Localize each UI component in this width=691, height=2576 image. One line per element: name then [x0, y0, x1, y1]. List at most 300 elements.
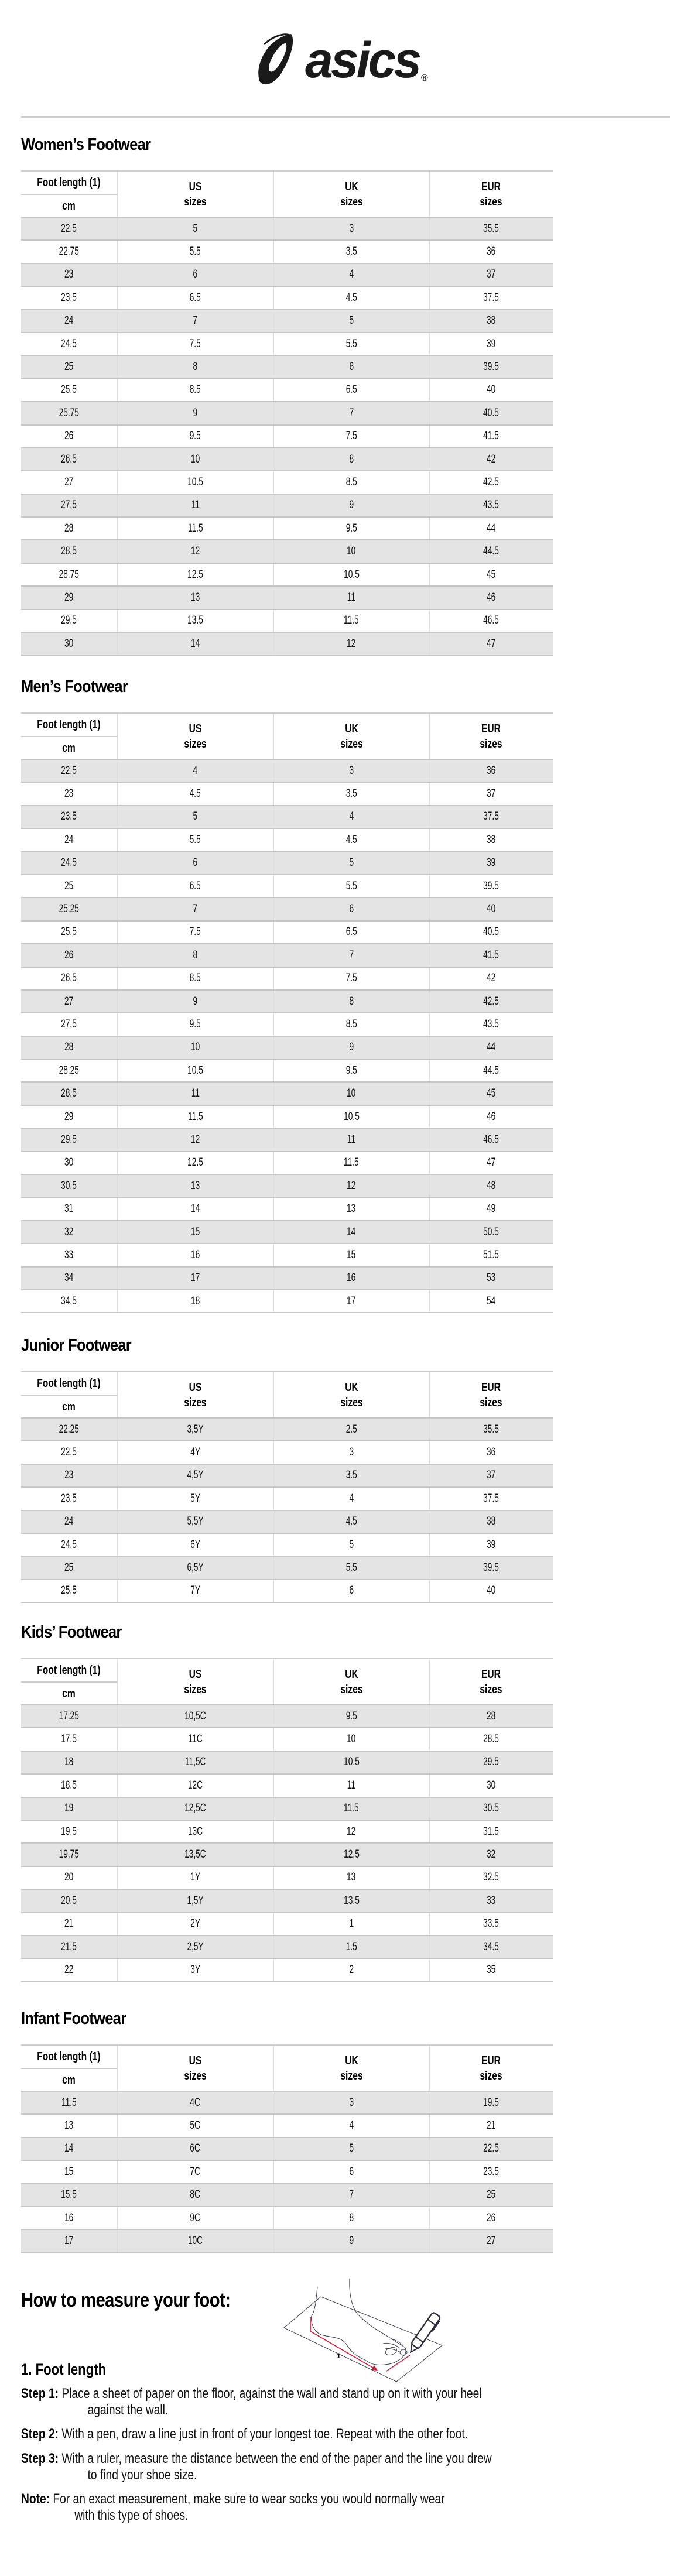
cell-us: [117, 990, 273, 1013]
cell-uk: [273, 1221, 429, 1244]
cell-eur: [429, 1197, 553, 1220]
cell-cm-value: 19: [64, 1802, 74, 1815]
cell-eur: [429, 1797, 553, 1820]
cell-cm-value: 30: [64, 1156, 74, 1169]
cell-eur-value: 25: [487, 2188, 496, 2201]
table-row: [21, 540, 553, 563]
cell-us: [117, 2114, 273, 2137]
cell-uk-value: 5.5: [346, 337, 357, 350]
cell-cm: [21, 2229, 117, 2252]
header-cm: [21, 1682, 117, 1705]
cell-us: [117, 263, 273, 286]
cell-eur: [429, 1036, 553, 1059]
cell-us: [117, 2184, 273, 2207]
cell-us-value: 8: [193, 361, 198, 374]
cell-us-value: 5C: [190, 2119, 201, 2132]
cell-uk: [273, 1290, 429, 1313]
cell-cm-value: 17.25: [59, 1710, 79, 1722]
cell-eur: [429, 1728, 553, 1751]
cell-eur: [429, 2207, 553, 2229]
cell-uk-value: 7: [349, 406, 354, 419]
cell-cm-value: 15.5: [61, 2188, 77, 2201]
cell-us-value: 5.5: [189, 833, 201, 846]
cell-eur: [429, 1866, 553, 1889]
cell-eur: [429, 448, 553, 471]
cell-us-value: 4: [193, 764, 198, 777]
cell-cm-value: 25.25: [59, 903, 79, 916]
header-uk: [273, 713, 429, 759]
cell-cm: [21, 1556, 117, 1579]
table-row: [21, 1013, 553, 1036]
cell-eur-value: 28.5: [483, 1733, 500, 1746]
cell-cm-value: 28.5: [61, 545, 77, 558]
cell-cm: [21, 2160, 117, 2183]
cell-eur: [429, 875, 553, 898]
cell-eur: [429, 1510, 553, 1533]
header-eur-sizes: sizes: [480, 2069, 502, 2082]
table-row: [21, 2229, 553, 2252]
cell-cm-value: 25: [64, 879, 74, 892]
cell-uk-value: 1.5: [346, 1940, 357, 1953]
cell-eur: [429, 471, 553, 494]
cell-uk: [273, 1936, 429, 1958]
cell-cm-value: 29: [64, 591, 74, 604]
cell-us-value: 10: [190, 1041, 200, 1054]
cell-uk: [273, 563, 429, 586]
cell-cm: [21, 563, 117, 586]
cell-eur-value: 23.5: [483, 2165, 500, 2178]
cell-eur-value: 37: [487, 268, 496, 281]
cell-cm: [21, 828, 117, 851]
cell-us: [117, 310, 273, 333]
cell-us-value: 12C: [187, 1779, 203, 1791]
cell-us: [117, 2229, 273, 2252]
cell-uk: [273, 1580, 429, 1602]
cell-cm: [21, 494, 117, 517]
cell-eur-value: 45: [487, 568, 496, 581]
cell-cm: [21, 1958, 117, 1981]
cell-us: [117, 217, 273, 240]
cell-eur-value: 39: [487, 337, 496, 350]
cell-cm: [21, 586, 117, 609]
cell-cm: [21, 1705, 117, 1728]
table-row: [21, 425, 553, 448]
cell-uk-value: 3: [349, 764, 354, 777]
cell-uk-value: 7: [349, 2188, 354, 2201]
cell-us: [117, 333, 273, 355]
cell-us-value: 10: [190, 453, 200, 465]
registered-mark: ®: [421, 73, 428, 83]
cell-cm-value: 25.5: [61, 926, 77, 938]
cell-uk-value: 12: [347, 1179, 356, 1192]
cell-eur: [429, 1244, 553, 1266]
cell-cm: [21, 759, 117, 782]
cell-uk: [273, 1751, 429, 1774]
cell-us: [117, 1082, 273, 1105]
cell-eur: [429, 217, 553, 240]
cell-eur-value: 45: [487, 1087, 496, 1100]
table-row: [21, 806, 553, 828]
cell-us: [117, 609, 273, 632]
cell-cm: [21, 852, 117, 875]
cell-uk: [273, 2160, 429, 2183]
cell-eur: [429, 1820, 553, 1843]
cell-eur: [429, 263, 553, 286]
header-uk-sizes: sizes: [340, 2069, 363, 2082]
header-us-sizes: sizes: [184, 2069, 207, 2082]
header-eur-label: EUR: [481, 1381, 501, 1394]
cell-us-value: 13,5C: [184, 1848, 206, 1861]
cell-uk-value: 10.5: [343, 1756, 360, 1769]
cell-eur-value: 39.5: [483, 1561, 500, 1574]
cell-uk: [273, 828, 429, 851]
header-foot-length-label: Foot length (1): [37, 718, 101, 731]
cell-eur-value: 41.5: [483, 948, 500, 961]
cell-cm-value: 33: [64, 1248, 74, 1261]
table-row: [21, 494, 553, 517]
cell-eur: [429, 1441, 553, 1464]
size-table-kids: [21, 1658, 553, 1982]
cell-eur-value: 26: [487, 2211, 496, 2224]
table-row: [21, 921, 553, 944]
cell-cm: [21, 217, 117, 240]
cell-cm-value: 23: [64, 787, 74, 800]
cell-eur-value: 32.5: [483, 1871, 500, 1884]
cell-eur: [429, 806, 553, 828]
header-foot-length-label: Foot length (1): [37, 1664, 101, 1677]
cell-us-value: 8.5: [189, 383, 201, 396]
cell-uk-value: 10: [347, 1087, 356, 1100]
table-row: [21, 1105, 553, 1128]
cell-eur: [429, 967, 553, 990]
table-row: [21, 609, 553, 632]
cell-us: [117, 1152, 273, 1174]
cell-uk: [273, 1889, 429, 1912]
cell-us: [117, 471, 273, 494]
cell-eur-value: 38: [487, 833, 496, 846]
cell-cm-value: 29: [64, 1110, 74, 1123]
cell-cm: [21, 990, 117, 1013]
cell-uk-value: 9.5: [346, 1064, 357, 1077]
cell-us-value: 7.5: [189, 337, 201, 350]
table-row: [21, 828, 553, 851]
cell-cm: [21, 967, 117, 990]
cell-us-value: 6: [193, 857, 198, 869]
cell-eur: [429, 1267, 553, 1290]
cell-cm-value: 16: [64, 2211, 74, 2224]
header-us: [117, 171, 273, 217]
note-text: For an exact measurement, make sure to wear socks you would normally wear: [53, 2491, 445, 2507]
cell-uk: [273, 2207, 429, 2229]
cell-cm-value: 28.75: [59, 568, 79, 581]
table-row: [21, 1290, 553, 1313]
cell-uk-value: 1: [349, 1917, 354, 1930]
step-label: Step 1:: [21, 2386, 59, 2402]
cell-uk: [273, 2184, 429, 2207]
cell-cm: [21, 1441, 117, 1464]
cell-eur: [429, 898, 553, 920]
cell-uk: [273, 1197, 429, 1220]
cell-cm: [21, 448, 117, 471]
cell-uk: [273, 1556, 429, 1579]
cell-uk: [273, 379, 429, 402]
cell-eur: [429, 402, 553, 424]
cell-us: [117, 967, 273, 990]
step-1: [21, 2386, 668, 2419]
section-title: Infant Footwear: [21, 2009, 126, 2028]
cell-us: [117, 898, 273, 920]
cell-us-value: 10.5: [187, 1064, 203, 1077]
cell-uk-value: 3: [349, 2096, 354, 2109]
cell-cm-value: 24.5: [61, 337, 77, 350]
cell-uk: [273, 1533, 429, 1556]
header-eur-sizes: sizes: [480, 1683, 502, 1696]
cell-cm: [21, 898, 117, 920]
header-eur: [429, 2045, 553, 2091]
cell-eur: [429, 990, 553, 1013]
header-eur: [429, 713, 553, 759]
cell-eur-value: 44: [487, 1041, 496, 1054]
cell-us: [117, 1487, 273, 1510]
header-us: [117, 2045, 273, 2091]
step-text: Place a sheet of paper on the floor, against the wall and stand up on it with your heel: [61, 2386, 482, 2402]
cell-uk-value: 6: [349, 1584, 354, 1597]
table-row: [21, 759, 553, 782]
cell-us-value: 1,5Y: [187, 1894, 204, 1907]
cell-uk-value: 3: [349, 222, 354, 235]
cell-uk: [273, 1267, 429, 1290]
cell-uk-value: 6: [349, 903, 354, 916]
cell-us-value: 14: [190, 637, 200, 650]
cell-us-value: 6: [193, 268, 198, 281]
cell-uk-value: 9.5: [346, 1710, 357, 1722]
table-row: [21, 448, 553, 471]
cell-us-value: 9C: [190, 2211, 201, 2224]
cell-uk: [273, 609, 429, 632]
cell-us: [117, 1267, 273, 1290]
cell-uk: [273, 217, 429, 240]
cell-uk-value: 8: [349, 453, 354, 465]
table-row: [21, 310, 553, 333]
cell-cm-value: 17: [64, 2235, 74, 2248]
cell-cm: [21, 471, 117, 494]
cell-eur-value: 27: [487, 2235, 496, 2248]
cell-uk-value: 11.5: [344, 1802, 359, 1815]
cell-uk: [273, 1913, 429, 1936]
cell-us-value: 2,5Y: [187, 1940, 204, 1953]
table-row: [21, 1244, 553, 1266]
cell-us: [117, 402, 273, 424]
cell-eur-value: 39.5: [483, 879, 500, 892]
cell-us: [117, 1059, 273, 1082]
header-uk: [273, 1372, 429, 1418]
cell-cm-value: 13: [64, 2119, 74, 2132]
cell-us-value: 9: [193, 995, 198, 1008]
table-row: [21, 1418, 553, 1441]
cell-us: [117, 1580, 273, 1602]
header-eur-label: EUR: [481, 722, 501, 735]
cell-us-value: 6.5: [189, 879, 201, 892]
cell-eur-value: 37.5: [483, 1492, 500, 1505]
cell-us-value: 3,5Y: [187, 1423, 204, 1436]
cell-uk-value: 2: [349, 1963, 354, 1976]
cell-cm: [21, 632, 117, 655]
cell-cm: [21, 1197, 117, 1220]
cell-us: [117, 1244, 273, 1266]
cell-cm-value: 32: [64, 1225, 74, 1238]
cell-cm-value: 21: [64, 1917, 74, 1930]
cell-uk: [273, 2091, 429, 2114]
cell-cm: [21, 540, 117, 563]
table-row: [21, 1958, 553, 1981]
header-eur-sizes: sizes: [480, 737, 502, 751]
cell-uk: [273, 1013, 429, 1036]
header-uk-label: UK: [344, 722, 358, 735]
cell-cm-value: 23: [64, 268, 74, 281]
header-foot-length-label: Foot length (1): [37, 1377, 101, 1390]
cell-cm: [21, 1267, 117, 1290]
table-row: [21, 1441, 553, 1464]
cell-eur: [429, 609, 553, 632]
cell-cm-value: 24: [64, 1515, 74, 1528]
cell-us-value: 7: [193, 903, 198, 916]
cell-eur-value: 46.5: [483, 614, 500, 627]
cell-cm: [21, 782, 117, 805]
cell-cm: [21, 1464, 117, 1487]
cell-uk-value: 4: [349, 268, 354, 281]
table-row: [21, 990, 553, 1013]
header-uk: [273, 171, 429, 217]
table-row: [21, 1533, 553, 1556]
cell-uk-value: 4: [349, 2119, 354, 2132]
cell-eur: [429, 759, 553, 782]
cell-eur-value: 39: [487, 1538, 496, 1551]
cell-cm-value: 24.5: [61, 1538, 77, 1551]
cell-uk: [273, 782, 429, 805]
cell-uk-value: 9.5: [346, 522, 357, 535]
header-us: [117, 1659, 273, 1705]
cell-cm-value: 31: [64, 1203, 74, 1215]
cell-uk-value: 15: [347, 1248, 356, 1261]
cell-us-value: 11,5C: [184, 1756, 206, 1769]
cell-cm-value: 11.5: [61, 2096, 77, 2109]
cell-eur: [429, 1751, 553, 1774]
cell-uk-value: 12: [347, 637, 356, 650]
step-text-continued: to find your shoe size.: [87, 2467, 197, 2483]
cell-eur-value: 49: [487, 1203, 496, 1215]
cell-eur-value: 19.5: [483, 2096, 500, 2109]
cell-cm-value: 26.5: [61, 453, 77, 465]
cell-eur: [429, 563, 553, 586]
cell-cm: [21, 2137, 117, 2160]
cell-uk: [273, 586, 429, 609]
table-row: [21, 1936, 553, 1958]
cell-cm-value: 23.5: [61, 810, 77, 823]
cell-uk: [273, 1866, 429, 1889]
cell-eur-value: 42.5: [483, 475, 500, 488]
cell-eur: [429, 1013, 553, 1036]
cell-uk: [273, 1958, 429, 1981]
cell-cm-value: 29.5: [61, 614, 77, 627]
table-row: [21, 898, 553, 920]
header-us: [117, 1372, 273, 1418]
cell-eur-value: 30: [487, 1779, 496, 1791]
cell-uk: [273, 806, 429, 828]
illustration-label: 1: [337, 2352, 341, 2360]
cell-uk-value: 11: [347, 1133, 356, 1146]
cell-us-value: 11.5: [187, 1110, 203, 1123]
asics-logo: [0, 29, 691, 88]
cell-uk-value: 5.5: [346, 879, 357, 892]
step-text: With a pen, draw a line just in front of your longest toe. Repeat with the other foot.: [61, 2426, 468, 2442]
cell-uk: [273, 759, 429, 782]
table-row: [21, 967, 553, 990]
cell-eur: [429, 632, 553, 655]
cell-us: [117, 494, 273, 517]
header-uk: [273, 1659, 429, 1705]
cell-uk: [273, 402, 429, 424]
cell-uk: [273, 1774, 429, 1797]
cell-cm-value: 26: [64, 430, 74, 443]
cell-uk: [273, 1418, 429, 1441]
cell-cm: [21, 609, 117, 632]
header-foot-length: [21, 171, 117, 194]
cell-eur: [429, 1464, 553, 1487]
cell-uk: [273, 333, 429, 355]
cell-uk-value: 5: [349, 1538, 354, 1551]
cell-us-value: 13.5: [187, 614, 203, 627]
header-cm-label: cm: [62, 199, 76, 213]
cell-cm: [21, 1174, 117, 1197]
cell-uk: [273, 310, 429, 333]
cell-us: [117, 1774, 273, 1797]
cell-eur-value: 22.5: [483, 2142, 500, 2155]
cell-us: [117, 355, 273, 378]
cell-cm-value: 21.5: [61, 1940, 77, 1953]
cell-us-value: 6.5: [189, 291, 201, 304]
header-us-label: US: [189, 2054, 202, 2067]
size-table-women: [21, 170, 553, 656]
cell-eur: [429, 1059, 553, 1082]
cell-eur: [429, 852, 553, 875]
table-row: [21, 1820, 553, 1843]
cell-cm-value: 14: [64, 2142, 74, 2155]
table-row: [21, 355, 553, 378]
cell-eur: [429, 355, 553, 378]
cell-cm: [21, 2091, 117, 2114]
foot-length-subtitle: 1. Foot length: [21, 2361, 107, 2378]
table-row: [21, 240, 553, 263]
cell-us-value: 12: [190, 1133, 200, 1146]
cell-us-value: 4Y: [190, 1446, 200, 1459]
table-row: [21, 471, 553, 494]
cell-eur: [429, 2091, 553, 2114]
cell-cm-value: 23: [64, 1469, 74, 1482]
table-row: [21, 379, 553, 402]
cell-eur-value: 40.5: [483, 926, 500, 938]
note-label: Note:: [21, 2491, 50, 2507]
cell-us: [117, 1797, 273, 1820]
cell-cm: [21, 1013, 117, 1036]
cell-us: [117, 540, 273, 563]
table-row: [21, 2207, 553, 2229]
cell-cm: [21, 1290, 117, 1313]
cell-uk-value: 2.5: [346, 1423, 357, 1436]
cell-uk-value: 16: [347, 1272, 356, 1284]
header-eur: [429, 171, 553, 217]
section-men: [21, 676, 553, 1307]
cell-cm: [21, 1820, 117, 1843]
